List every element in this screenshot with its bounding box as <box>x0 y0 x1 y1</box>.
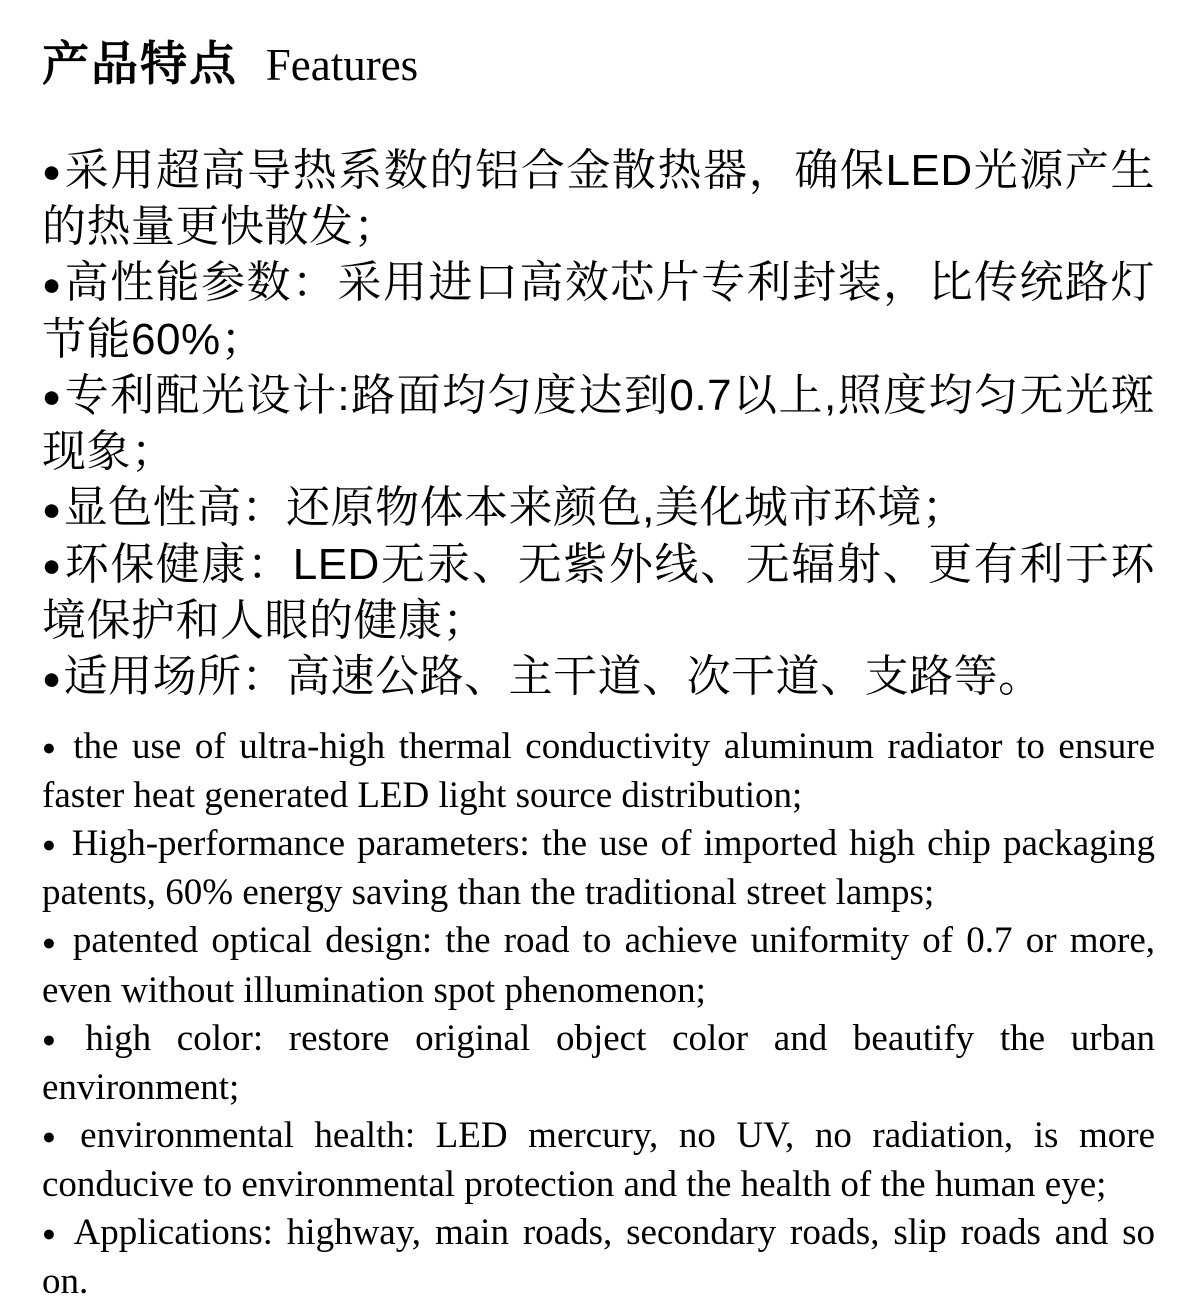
feature-item-en <box>42 1015 1155 1112</box>
bullet-icon: ● <box>42 929 60 955</box>
feature-item-en <box>42 820 1155 917</box>
bullet-icon: ● <box>42 378 63 415</box>
feature-text: 高性能参数：采用进口高效芯片专利封装，比传统路灯节能60%； <box>42 258 1155 364</box>
bullet-icon: ● <box>42 1221 61 1247</box>
feature-text: 显色性高：还原物体本来颜色,美化城市环境； <box>63 483 967 533</box>
bullet-icon: ● <box>42 659 62 696</box>
feature-text: patented optical design: the road to achieve uniformity of 0.7 or more, even without illumination spot phenomenon; <box>42 920 1156 1011</box>
bullet-icon: ● <box>42 1026 73 1052</box>
bullet-icon: ● <box>42 547 63 584</box>
features-list-zh <box>42 143 1155 706</box>
page-title-zh: 产品特点 <box>42 37 238 90</box>
page-title-en: Features <box>265 40 419 90</box>
feature-text: the use of ultra-high thermal conductivity aluminum radiator to ensure faster heat generated LED light source distribution; <box>42 725 1155 817</box>
bullet-icon: ● <box>42 1124 68 1150</box>
feature-item-zh <box>42 480 1155 536</box>
feature-text: 专利配光设计:路面均匀度达到0.7以上,照度均匀无光斑现象； <box>42 370 1155 477</box>
features-list-en <box>42 723 1155 1306</box>
feature-text: 采用超高导热系数的铝合金散热器，确保LED光源产生的热量更快散发； <box>42 146 1155 252</box>
page-title <box>42 36 1155 93</box>
feature-item-en <box>42 917 1155 1014</box>
feature-text: 环保健康：LED无汞、无紫外线、无辐射、更有利于环境保护和人眼的健康； <box>42 539 1155 646</box>
feature-item-en <box>42 1209 1155 1306</box>
feature-item-zh <box>42 143 1155 255</box>
feature-item-en <box>42 1112 1155 1209</box>
feature-item-zh <box>42 368 1155 480</box>
bullet-icon: ● <box>42 265 63 302</box>
feature-item-zh <box>42 255 1155 367</box>
bullet-icon: ● <box>42 153 63 190</box>
bullet-icon: ● <box>42 490 62 527</box>
feature-text: high color: restore original object color and beautify the urban environment; <box>42 1017 1155 1108</box>
feature-text: 适用场所：高速公路、主干道、次干道、支路等。 <box>63 652 1043 702</box>
feature-text: environmental health: LED mercury, no UV, no radiation, is more conducive to environmental protection and the health of the human eye; <box>42 1114 1155 1206</box>
bullet-icon: ● <box>42 735 61 761</box>
feature-text: Applications: highway, main roads, secondary roads, slip roads and so on. <box>42 1212 1155 1303</box>
feature-item-zh <box>42 537 1155 649</box>
feature-item-zh <box>42 649 1155 705</box>
feature-item-en <box>42 723 1155 820</box>
bullet-icon: ● <box>42 832 59 858</box>
feature-text: High-performance parameters: the use of imported high chip packaging patents, 60% energy saving than the traditional street lamps; <box>42 823 1156 914</box>
